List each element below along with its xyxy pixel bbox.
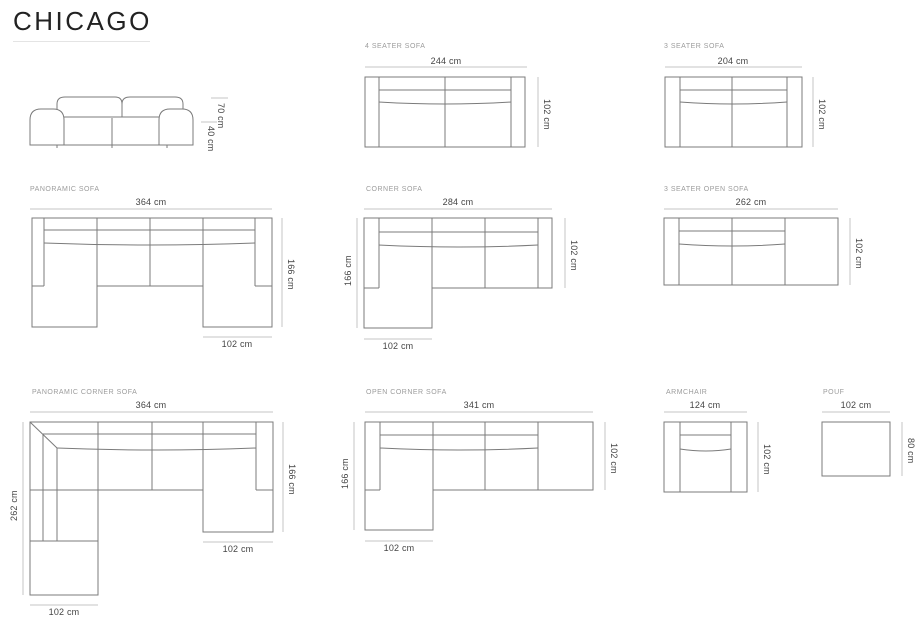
three-seater-label: 3 SEATER SOFA	[664, 43, 725, 50]
four-seater-width-dim: 244 cm	[430, 56, 462, 66]
panoramic-corner-right-chaise-dim: 102 cm	[222, 544, 254, 554]
panoramic-corner-label: PANORAMIC CORNER SOFA	[32, 389, 138, 396]
panoramic-chaise-width-dim: 102 cm	[221, 339, 253, 349]
three-seater-depth-dim: 102 cm	[817, 99, 827, 130]
panoramic-corner-right-depth-dim: 166 cm	[287, 464, 297, 495]
armchair-width-dim: 124 cm	[689, 400, 721, 410]
panoramic-corner-bottom-chaise-dim: 102 cm	[48, 607, 80, 617]
panoramic-corner-left-depth-dim: 262 cm	[9, 490, 19, 521]
panoramic-sofa-figure	[30, 186, 296, 349]
three-seater-open-depth-dim: 102 cm	[854, 238, 864, 269]
panoramic-corner-sofa-figure	[9, 389, 297, 617]
panoramic-width-dim: 364 cm	[135, 197, 167, 207]
three-seater-width-dim: 204 cm	[717, 56, 749, 66]
corner-width-dim: 284 cm	[442, 197, 474, 207]
open-corner-label: OPEN CORNER SOFA	[366, 389, 447, 396]
panoramic-total-depth-dim: 166 cm	[286, 259, 296, 290]
pouf-label: POUF	[823, 389, 845, 396]
open-corner-width-dim: 341 cm	[463, 400, 495, 410]
armchair-depth-dim: 102 cm	[762, 444, 772, 475]
panoramic-label: PANORAMIC SOFA	[30, 186, 100, 193]
corner-chaise-width-dim: 102 cm	[382, 341, 414, 351]
pouf-depth-dim: 80 cm	[906, 438, 916, 464]
armchair-figure	[664, 389, 772, 492]
corner-depth-dim: 102 cm	[569, 240, 579, 271]
armchair-label: ARMCHAIR	[666, 389, 708, 396]
open-corner-sofa-figure	[340, 389, 619, 553]
four-seater-depth-dim: 102 cm	[542, 99, 552, 130]
side-view-seat-height-dim: 40 cm	[206, 126, 216, 152]
side-view-sofa-drawing	[30, 97, 228, 152]
four-seater-label: 4 SEATER SOFA	[365, 43, 426, 50]
corner-label: CORNER SOFA	[366, 186, 423, 193]
three-seater-open-width-dim: 262 cm	[735, 197, 767, 207]
pouf-width-dim: 102 cm	[840, 400, 872, 410]
page-title: CHICAGO	[13, 6, 152, 36]
open-corner-depth-dim: 102 cm	[609, 443, 619, 474]
panoramic-corner-width-dim: 364 cm	[135, 400, 167, 410]
four-seater-sofa-figure	[365, 43, 552, 147]
three-seater-sofa-figure	[664, 43, 827, 147]
open-corner-chaise-width-dim: 102 cm	[383, 543, 415, 553]
corner-total-depth-dim: 166 cm	[343, 255, 353, 286]
three-seater-open-label: 3 SEATER OPEN SOFA	[664, 186, 749, 193]
side-view-total-height-dim: 70 cm	[216, 103, 226, 129]
corner-sofa-figure	[343, 186, 579, 351]
open-corner-left-depth-dim: 166 cm	[340, 458, 350, 489]
pouf-figure	[822, 389, 916, 476]
three-seater-open-sofa-figure	[664, 186, 864, 285]
